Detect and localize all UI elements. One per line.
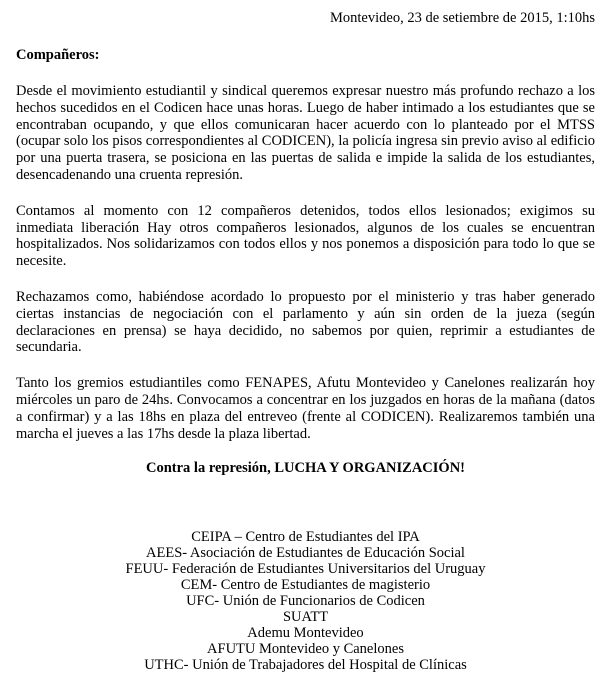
paragraph-2: Contamos al momento con 12 compañeros detenidos, todos ellos lesionados; exigimos su inmediata liberación Hay otros compañeros lesionados, algunos de los cuales se encuentran hospitalizados. Nos solidarizamos con todos ellos y nos ponemos a disposición para todo lo que se necesite.: [16, 202, 595, 270]
signatory-feuu: FEUU- Federación de Estudiantes Universitarios del Uruguay: [125, 561, 486, 578]
signatory-ufc: UFC- Unión de Funcionarios de Codicen: [186, 593, 425, 610]
signatory-ademu: Ademu Montevideo: [247, 625, 364, 642]
signatory-afutu: AFUTU Montevideo y Canelones: [207, 641, 404, 658]
signatory-suatt: SUATT: [282, 609, 329, 626]
slogan: Contra la represión, LUCHA Y ORGANIZACIÓN!: [145, 460, 465, 477]
document-page: [16, 10, 595, 673]
dateline: Montevideo, 23 de setiembre de 2015, 1:10hs: [330, 10, 595, 26]
paragraph-4: Tanto los gremios estudiantiles como FENAPES, Afutu Montevideo y Canelones realizarán hoy miércoles un paro de 24hs. Convocamos a concentrar en los juzgados en horas de la mañana (datos a confirmar) y a las 18hs en plaza del entreveo (frente al CODICEN). Realizaremos también una marcha el jueves a las 17hs desde la plaza libertad.: [16, 375, 595, 442]
signatories-list: [16, 529, 595, 673]
paragraph-3: Rechazamos como, habiéndose acordado lo propuesto por el ministerio y tras haber generado ciertas instancias de negociación con el parlamento y aún sin orden de la jueza (según declaraciones en prensa) se haya decidido, no sabemos por quien, reprimir a estudiantes de secundaria.: [16, 288, 595, 356]
signatory-aees: AEES- Asociación de Estudiantes de Educación Social: [146, 545, 465, 562]
signatory-cem: CEM- Centro de Estudiantes de magisterio: [180, 577, 431, 594]
salutation: Compañeros:: [16, 47, 100, 63]
paragraph-1: Desde el movimiento estudiantil y sindical queremos expresar nuestro más profundo rechazo a los hechos sucedidos en el Codicen hace unas horas. Luego de haber intimado a los estudiantes que se encontraban ocupando, y que ellos comunicaran hacer acuerdo con lo planteado por el MTSS (ocupar solo los pisos correspondientes al CODICEN), la policía ingresa sin previo aviso al edificio por una puerta trasera, se posiciona en las puertas de salida e impide la salida de los estudiantes, desencadenando una cruenta represión.: [16, 83, 595, 183]
signatory-uthc: UTHC- Unión de Trabajadores del Hospital de Clínicas: [144, 657, 467, 673]
signatory-ceipa: CEIPA – Centro de Estudiantes del IPA: [191, 529, 420, 546]
